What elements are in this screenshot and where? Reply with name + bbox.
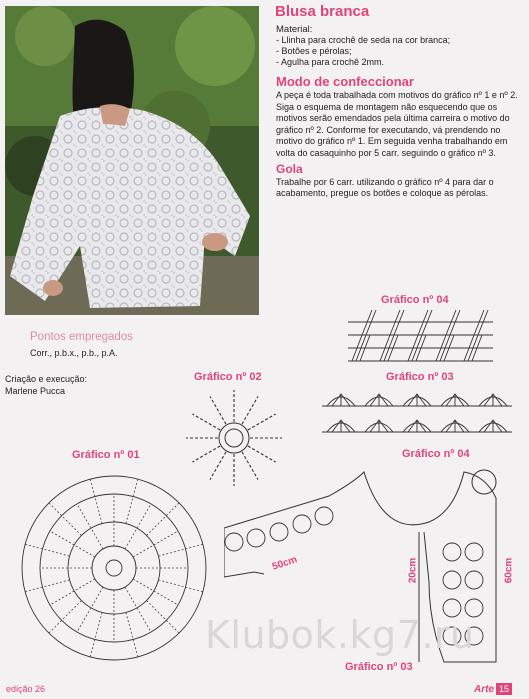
- page-number: 15: [496, 683, 512, 695]
- method-text: A peça é toda trabalhada com motivos do gráfico nº 1 e nº 2. Siga o esquema de montagem não esquecendo que os motivos serão emendados pela última carreira o motivo do gráfico nº 2. Conforme for executando, vá prendendo no motivo do gráfico nº 1. Em seguida venha trabalhando em volta do casaquinho por 5 carr. seguindo o gráfico nº 3.: [276, 90, 518, 158]
- height-dimension: 60cm: [503, 557, 515, 584]
- model-photo: [5, 6, 259, 315]
- material-list: [276, 35, 525, 68]
- graph-01-diagram: [14, 462, 214, 674]
- credits-line: Criação e execução:: [5, 374, 88, 384]
- magazine-logo: Arte: [474, 684, 495, 695]
- graph-01-label: Gráfico nº 01: [72, 449, 140, 461]
- graph-02-label: Gráfico nº 02: [194, 371, 262, 383]
- graph-03-bottom-label: Gráfico nº 03: [345, 661, 413, 673]
- collar-text: Trabalhe por 6 carr. utilizando o gráfico nº 4 para dar o acabamento, pregue os botões e coloque as pérolas.: [276, 176, 494, 199]
- method-title: Modo de confeccionar: [276, 74, 414, 89]
- watermark: Klubok.kg7.ru: [205, 613, 475, 657]
- footer-logo: [474, 679, 512, 697]
- graph-04-bottom-label: Gráfico nº 04: [402, 448, 470, 460]
- material-item: - Botões e pérolas;: [276, 46, 352, 56]
- graph-03-label: Gráfico nº 03: [386, 371, 454, 383]
- width-dimension: 50cm: [270, 554, 299, 573]
- stitches-title: Pontos empregados: [30, 331, 133, 343]
- instructions-column: [273, 3, 525, 200]
- edition-label: edição 26: [6, 684, 46, 694]
- material-label: Material:: [276, 24, 313, 35]
- credits-author: Marlene Pucca: [5, 386, 66, 396]
- article-title: Blusa branca: [275, 3, 370, 20]
- material-item: - Agulha para crochê 2mm.: [276, 57, 385, 67]
- credits: [5, 373, 87, 397]
- graph-03-diagram: [322, 386, 512, 436]
- graph-04-label: Gráfico nº 04: [381, 294, 449, 306]
- collar-title: Gola: [276, 161, 303, 176]
- stitches-text: Corr., p.b.x., p.b., p.A.: [30, 348, 118, 358]
- graph-04-diagram: [348, 308, 493, 364]
- front-dimension: 20cm: [407, 557, 419, 584]
- material-item: - Llinha para crochê de seda na cor branca;: [276, 35, 451, 45]
